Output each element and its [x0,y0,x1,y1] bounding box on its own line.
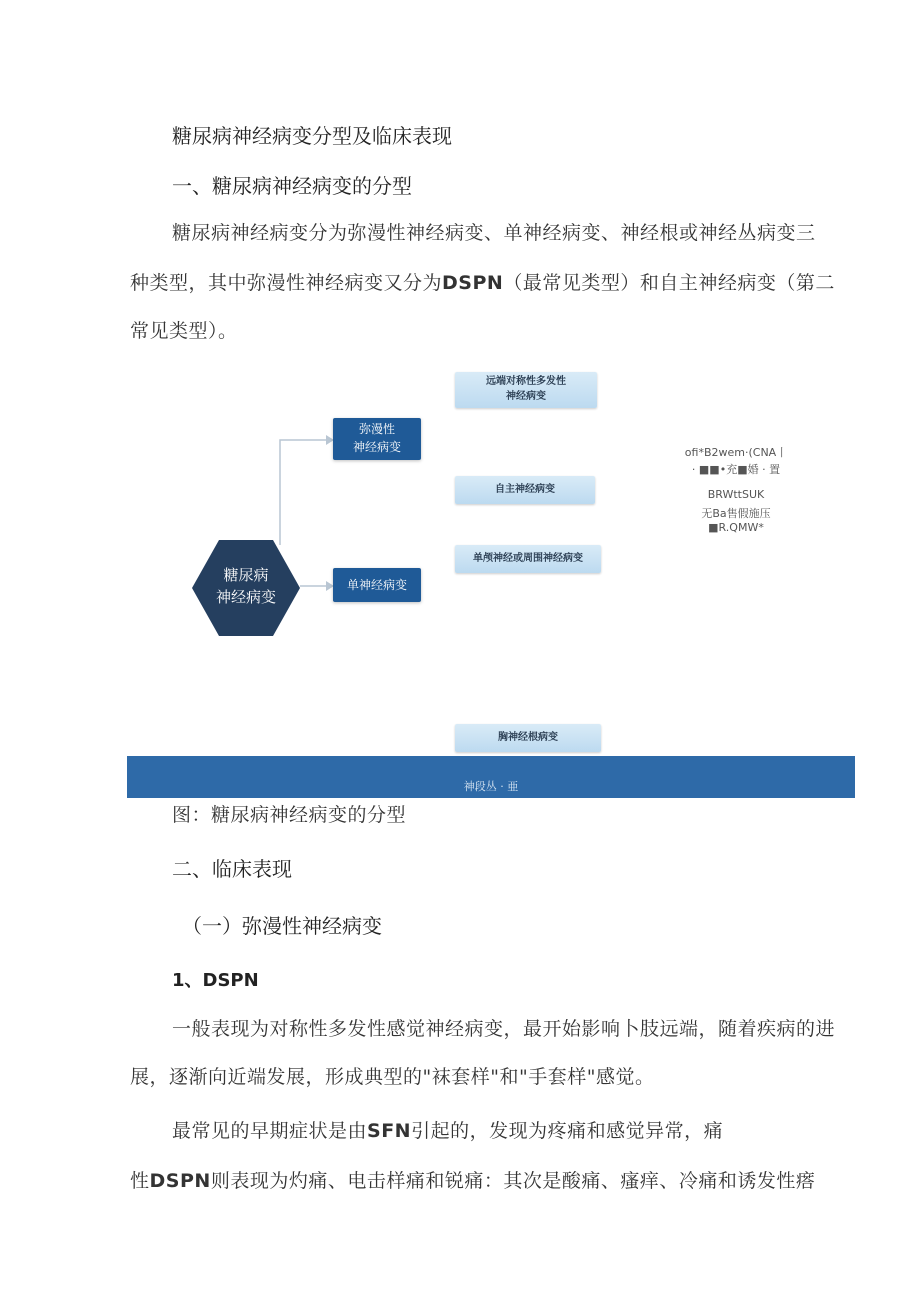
para3-line1-a: 最常见的早期症状是由 [172,1120,368,1142]
root-node-label [192,564,300,608]
subheading-diffuse: （一）弥漫性神经病变 [182,914,382,938]
para1-line2-c: （最常见类型）和自主神经病变（第二 [503,272,835,294]
side-garbled-4: 无Ba售假施压 [701,507,771,520]
node-diffuse-line2: 神经病变 [352,440,401,454]
para3-line1-c: 引起的，发现为疼痛和感觉异常，痛 [411,1120,724,1142]
para2-line1: 一般表现为对称性多发性感觉神经病变，最开始影响卜肢远端，随着疾病的进 [172,1018,836,1040]
root-label-line1: 糖尿病 [223,566,269,584]
para1-line1: 糖尿病神经病变分为弥漫性神经病变、单神经病变、神经根或神经丛病变三 [172,222,816,244]
leaf-dspn-line2: 神经病变 [506,391,546,402]
leaf-dspn [455,372,597,408]
connector-diffuse [280,440,326,545]
leaf-radiculo: 胸神经根病变 [455,724,601,752]
para3-line2-c: 则表现为灼痛、电击样痛和锐痛：其次是酸痛、瘙痒、冷痛和诱发性瘩 [210,1170,816,1192]
node-diffuse-line1: 弥漫性 [358,422,395,436]
band-text: 神段丛 · 亜 [463,780,519,793]
leaf-dspn-line1: 远端对称性多发性 [486,376,566,387]
side-garbled-5: ■R.QMW* [708,521,764,534]
section-heading-2: 二、临床表现 [172,857,292,881]
node-mono: 单神经病变 [333,568,421,602]
para3-line2-a: 性 [130,1170,150,1192]
para3-line1 [172,1116,723,1143]
node-diffuse [333,418,421,460]
leaf-mono-peripheral: 单颅神经或周围神经病变 [455,545,601,573]
para3-sfn: SFN [367,1120,412,1142]
root-label-line2: 神经病变 [215,588,276,606]
para3-line2 [130,1166,815,1193]
side-garbled-3: BRWttSUK [707,488,765,501]
para2-line2: 展，逐渐向近端发展，形成典型的"袜套样"和"手套样"感觉。 [130,1066,655,1088]
side-garbled-2: · ■■•充■婚 · 置 [691,463,781,476]
leaf-autonomic: 自主神经病变 [455,476,595,504]
para1-line3: 常见类型）。 [130,320,238,342]
para3-dspn: DSPN [149,1170,211,1192]
subheading-dspn: 1、DSPN [172,970,259,991]
figure-caption: 图：糖尿病神经病变的分型 [172,804,407,826]
para1-line2-a: 种类型，其中弥漫性神经病变又分为 [130,272,443,294]
side-garbled-1: ofi*B2wem·(CNA丨 [684,446,788,459]
doc-title: 糖尿病神经病变分型及临床表现 [172,124,452,148]
section-heading-1: 一、糖尿病神经病变的分型 [172,174,412,198]
para1-dspn: DSPN [442,272,504,294]
